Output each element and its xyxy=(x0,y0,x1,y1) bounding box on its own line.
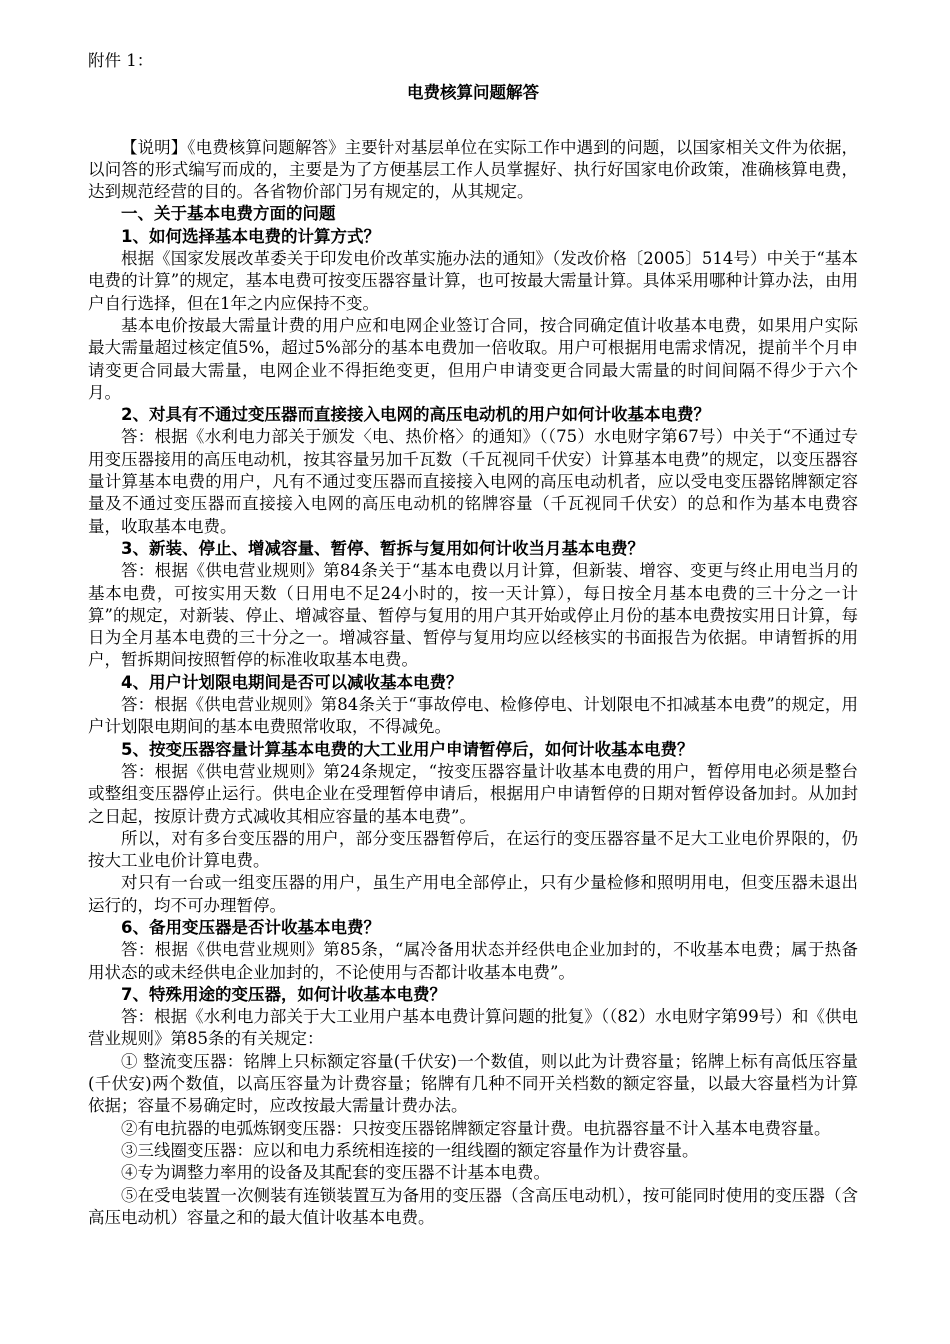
answer-5-paragraph-1: 答：根据《供电营业规则》第24条规定，“按变压器容量计收基本电费的用户，暂停用电必须是整台或整组变压器停止运行。供电企业在受理暂停申请后，根据用户申请暂停的日期对暂停设备加封。从加封之日起，按原计费方式减收其相应容量的基本电费”。 xyxy=(88,761,858,826)
answer-7-item: ① 整流变压器：铭牌上只标额定容量(千伏安)一个数值，则以此为计费容量；铭牌上标有高低压容量(千伏安)两个数值，以高压容量为计费容量；铭牌有几种不同开关档数的额定容量，以最大容量档为计算依据；容量不易确定时，应改按最大需量计费办法。 xyxy=(88,1051,858,1116)
question-7: 7、特殊用途的变压器，如何计收基本电费？ xyxy=(121,984,446,1004)
answer-5-paragraph-3: 对只有一台或一组变压器的用户，虽生产用电全部停止，只有少量检修和照明用电，但变压器未退出运行的，均不可办理暂停。 xyxy=(88,873,858,915)
answer-4: 答：根据《供电营业规则》第84条关于“事故停电、检修停电、计划限电不扣减基本电费”的规定，用户计划限电期间的基本电费照常收取，不得减免。 xyxy=(88,695,858,737)
answer-1-paragraph-1: 根据《国家发展改革委关于印发电价改革实施办法的通知》（发改价格〔2005〕514号）中关于“基本电费的计算”的规定，基本电费可按变压器容量计算，也可按最大需量计算。具体采用哪种计算办法，由用户自行选择，但在1年之内应保持不变。 xyxy=(88,249,858,313)
answer-7-item: ④专为调整力率用的设备及其配套的变压器不计基本电费。 xyxy=(121,1163,550,1183)
document-page xyxy=(88,50,858,1229)
answer-7-intro: 答：根据《水利电力部关于大工业用户基本电费计算问题的批复》（（82）水电财字第99号）和《供电营业规则》第85条的有关规定： xyxy=(88,1007,858,1049)
annex-label: 附件 1： xyxy=(88,51,154,70)
question-1: 1、如何选择基本电费的计算方式？ xyxy=(121,226,380,246)
answer-2: 答：根据《水利电力部关于颁发〈电、热价格〉的通知》（（75）水电财字第67号）中关于“不通过专用变压器接用的高压电动机，按其容量另加千瓦数（千瓦视同千伏安）计算基本电费”的规定，以变压器容量计算基本电费的用户，凡有不通过变压器而直接接入电网的高压电动机者，应以受电变压器铭牌额定容量及不通过变压器而直接接入电网的高压电动机的铭牌容量（千瓦视同千伏安）的总和作为基本电费容量，收取基本电费。 xyxy=(88,427,858,536)
answer-7-item: ⑤在受电装置一次侧装有连锁装置互为备用的变压器（含高压电动机），按可能同时使用的变压器（含高压电动机）容量之和的最大值计收基本电费。 xyxy=(88,1185,858,1227)
answer-1-paragraph-2: 基本电价按最大需量计费的用户应和电网企业签订合同，按合同确定值计收基本电费，如果用户实际最大需量超过核定值5%，超过5%部分的基本电费加一倍收取。用户可根据用电需求情况，提前半个月申请变更合同最大需量，电网企业不得拒绝变更，但用户申请变更合同最大需量的时间间隔不得少于六个月。 xyxy=(88,315,858,402)
question-5: 5、按变压器容量计算基本电费的大工业用户申请暂停后，如何计收基本电费？ xyxy=(121,739,694,759)
section-heading: 一、关于基本电费方面的问题 xyxy=(121,204,336,224)
question-2: 2、对具有不通过变压器而直接接入电网的高压电动机的用户如何计收基本电费？ xyxy=(121,405,710,425)
answer-5-paragraph-2: 所以，对有多台变压器的用户，部分变压器暂停后，在运行的变压器容量不足大工业电价界限的，仍按大工业电价计算电费。 xyxy=(88,828,858,871)
answer-6: 答：根据《供电营业规则》第85条，“属冷备用状态并经供电企业加封的，不收基本电费；属于热备用状态的或未经供电企业加封的，不论使用与否都计收基本电费”。 xyxy=(88,940,858,982)
intro-paragraph: 【说明】《电费核算问题解答》主要针对基层单位在实际工作中遇到的问题，以国家相关文件为依据，以问答的形式编写而成的，主要是为了方便基层工作人员掌握好、执行好国家电价政策，准确核算电费，达到规范经营的目的。各省物价部门另有规定的，从其规定。 xyxy=(88,137,858,202)
answer-3: 答：根据《供电营业规则》第84条关于“基本电费以月计算，但新装、增容、变更与终止用电当月的基本电费，可按实用天数（日用电不足24小时的，按一天计算），每日按全月基本电费的三十分之一计算”的规定，对新装、停止、增减容量、暂停与复用的用户其开始或停止月份的基本电费按实用日计算，每日为全月基本电费的三十分之一。增减容量、暂停与复用均应以经核实的书面报告为依据。申请暂拆的用户，暂拆期间按照暂停的标准收取基本电费。 xyxy=(88,561,858,670)
question-6: 6、备用变压器是否计收基本电费？ xyxy=(121,917,380,937)
question-4: 4、用户计划限电期间是否可以减收基本电费？ xyxy=(121,672,463,692)
document-title: 电费核算问题解答 xyxy=(407,83,539,103)
answer-7-item: ②有电抗器的电弧炼钢变压器：只按变压器铭牌额定容量计费。电抗器容量不计入基本电费容量。 xyxy=(121,1118,831,1138)
answer-7-item: ③三线圈变压器：应以和电力系统相连接的一组线圈的额定容量作为计费容量。 xyxy=(121,1140,699,1160)
question-3: 3、新装、停止、增减容量、暂停、暂拆与复用如何计收当月基本电费？ xyxy=(121,538,644,558)
